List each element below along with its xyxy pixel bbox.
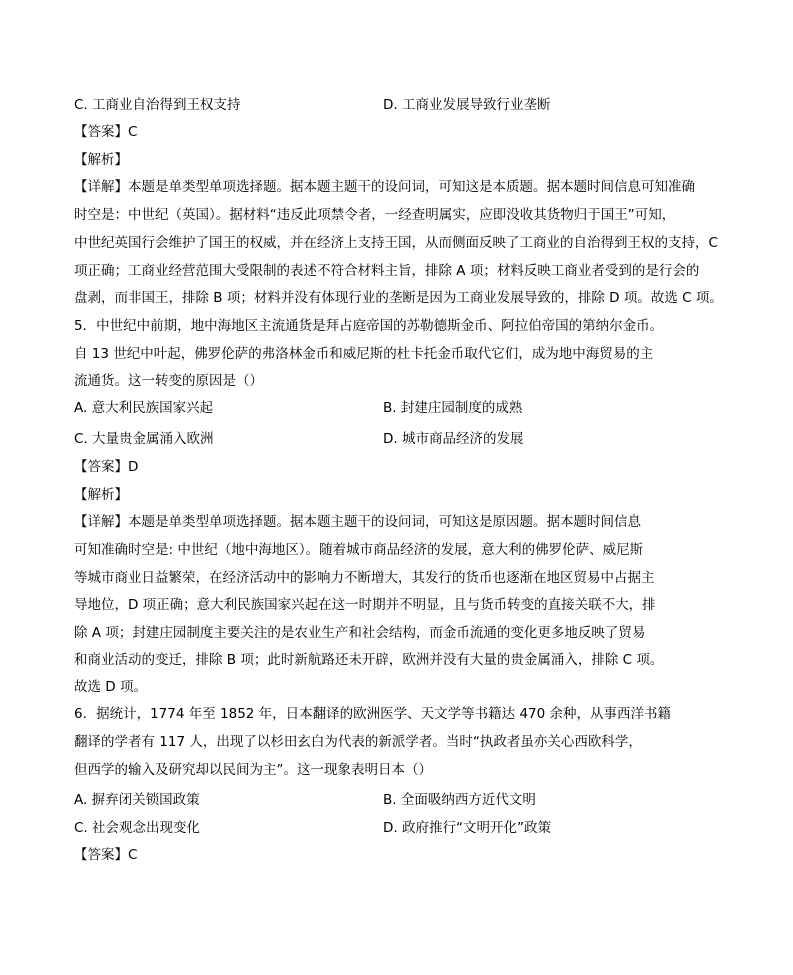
q5-option-c: C. 大量贵金属涌入欧洲 bbox=[74, 431, 214, 447]
q5-analysis-line: 等城市商业日益繁荣，在经济活动中的影响力不断增大，其发行的货币也逐渐在地区贸易中占据主 bbox=[74, 570, 655, 586]
q5-analysis-line: 导地位，D 项正确；意大利民族国家兴起在这一时期并不明显，且与货币转变的直接关联不大，排 bbox=[74, 597, 656, 613]
q5-analysis-line: 可知准确时空是: 中世纪（地中海地区）。随着城市商品经济的发展，意大利的佛罗伦萨、威尼斯 bbox=[74, 542, 644, 558]
q4-analysis-line: 盘剥，而非国王，排除 B 项；材料并没有体现行业的垄断是因为工商业发展导致的，排除 D 项。故选 C 项。 bbox=[74, 290, 723, 306]
q6-stem-line: 翻译的学者有 117 人，出现了以杉田玄白为代表的新派学者。当时“执政者虽亦关心西欧科学， bbox=[74, 734, 642, 750]
q6-option-b: B. 全面吸纳西方近代文明 bbox=[383, 792, 536, 808]
q6-option-c: C. 社会观念出现变化 bbox=[74, 820, 201, 836]
q6-stem-line: 但西学的输入及研究却以民间为主”。这一现象表明日本（） bbox=[74, 762, 432, 778]
q4-answer: 【答案】C bbox=[74, 124, 138, 140]
q4-option-c: C. 工商业自治得到王权支持 bbox=[74, 97, 241, 113]
q6-answer: 【答案】C bbox=[74, 847, 138, 863]
q5-option-d: D. 城市商品经济的发展 bbox=[383, 431, 524, 447]
q5-analysis-line: 故选 D 项。 bbox=[74, 679, 147, 695]
q4-analysis-line: 项正确；工商业经营范围大受限制的表述不符合材料主旨，排除 A 项；材料反映工商业者受到的是行会的 bbox=[74, 263, 700, 279]
q5-option-b: B. 封建庄园制度的成熟 bbox=[383, 400, 523, 416]
q5-analysis-line: 【详解】本题是单类型单项选择题。据本题主题干的设问词，可知这是原因题。据本题时间信息 bbox=[74, 514, 641, 530]
q5-analysis-line: 和商业活动的变迁，排除 B 项；此时新航路还未开辟，欧洲并没有大量的贵金属涌入，排除 C 项。 bbox=[74, 652, 664, 668]
q4-option-d: D. 工商业发展导致行业垄断 bbox=[383, 97, 551, 113]
q4-analysis-line: 中世纪英国行会维护了国王的权威，并在经济上支持王国，从而侧面反映了工商业的自治得到王权的支持，C bbox=[74, 235, 718, 251]
q4-analysis-line: 【详解】本题是单类型单项选择题。据本题主题干的设问词，可知这是本质题。据本题时间信息可知准确 bbox=[74, 179, 695, 195]
q4-analysis-line: 时空是：中世纪（英国）。据材料“违反此项禁令者，一经查明属实，应即没收其货物归于国王”可知， bbox=[74, 207, 676, 223]
q4-analysis-label: 【解析】 bbox=[74, 152, 128, 168]
q6-stem-line: 6．据统计，1774 年至 1852 年，日本翻译的欧洲医学、天文学等书籍达 470 余种，从事西洋书籍 bbox=[74, 706, 672, 722]
q5-stem-line: 5．中世纪中前期，地中海地区主流通货是拜占庭帝国的苏勒德斯金币、阿拉伯帝国的第纳尔金币。 bbox=[74, 318, 664, 334]
q5-analysis-line: 除 A 项；封建庄园制度主要关注的是农业生产和社会结构，而金币流通的变化更多地反映了贸易 bbox=[74, 625, 646, 641]
q5-answer: 【答案】D bbox=[74, 459, 139, 475]
q5-option-a: A. 意大利民族国家兴起 bbox=[74, 400, 214, 416]
q5-analysis-label: 【解析】 bbox=[74, 487, 128, 503]
q6-option-a: A. 摒弃闭关锁国政策 bbox=[74, 792, 200, 808]
q5-stem-line: 流通货。这一转变的原因是（） bbox=[74, 373, 263, 389]
q5-stem-line: 自 13 世纪中叶起，佛罗伦萨的弗洛林金币和威尼斯的杜卡托金币取代它们，成为地中海贸易的主 bbox=[74, 346, 654, 362]
q6-option-d: D. 政府推行“文明开化”政策 bbox=[383, 820, 551, 836]
